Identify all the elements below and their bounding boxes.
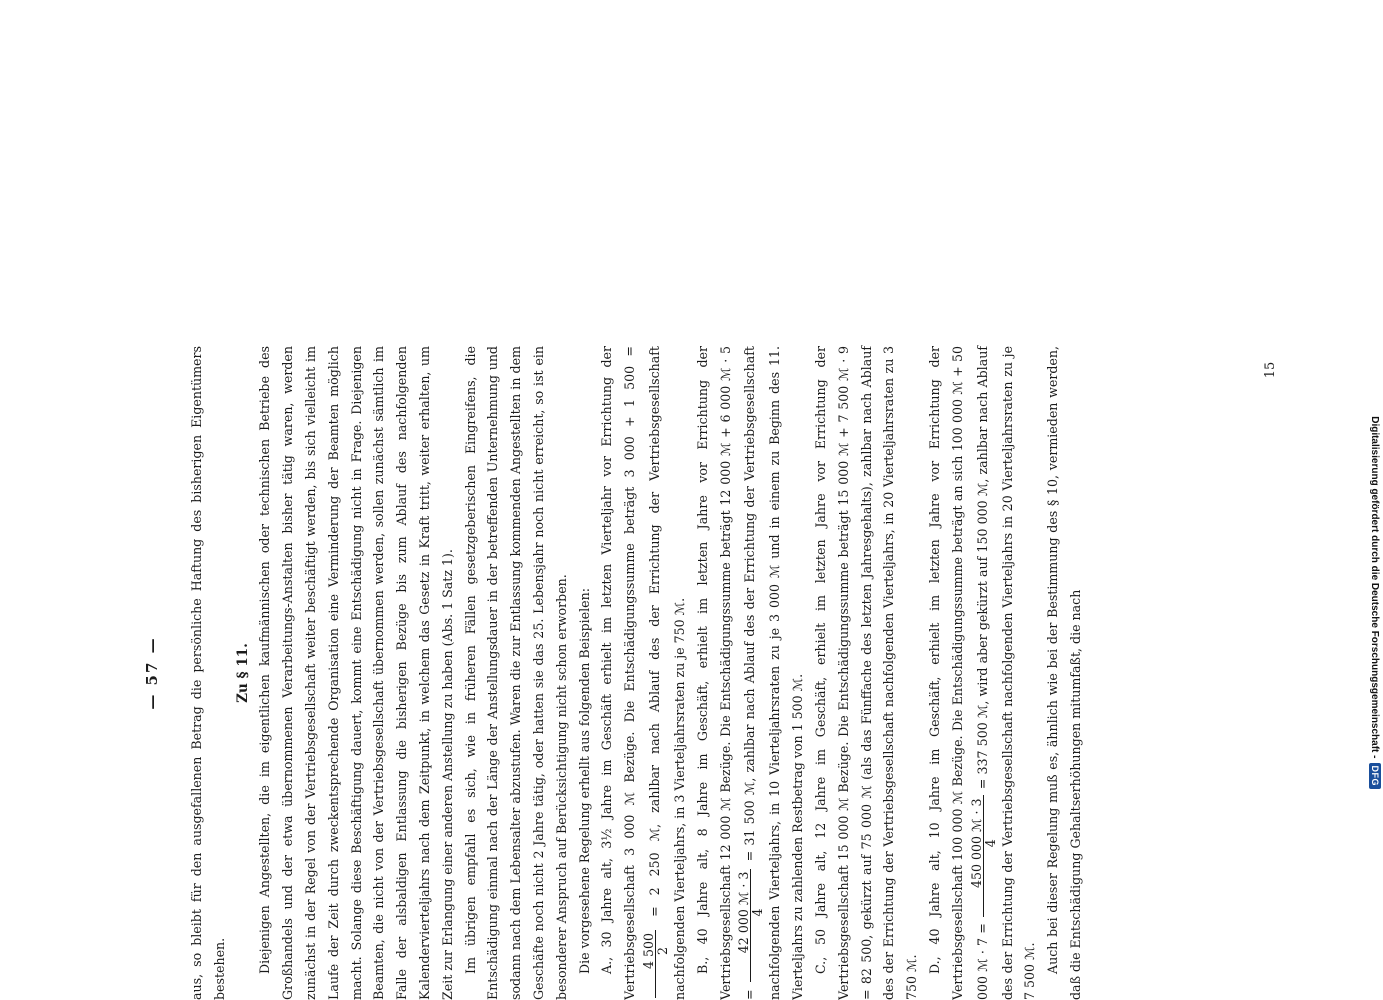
example-d-text: D., 40 Jahre alt, 10 Jahre im Geschäft, erhielt im letzten Jahre vor Errichtung der Vertriebsgesellschaft 100 000 ℳ Bezüge. Die Entschädigungssumme beträgt an sich 100 000 ℳ + 50 000 ℳ · 7 = [926, 346, 990, 1000]
example-d [924, 346, 1042, 1000]
example-a-text: A., 30 Jahre alt, 3½ Jahre im Geschäft erhielt im letzten Vierteljahr vor Errichtung der Vertriebsgesellschaft 3 000 ℳ Bezüge. Die Entschädigungssumme beträgt 3 000 + 1 500 = [599, 346, 638, 1000]
rotated-page [141, 346, 1278, 1000]
paragraph-closing: Auch bei dieser Regelung muß es, ähnlich wie bei der Bestimmung des § 10, vermieden werden, daß die Entschädigung Gehaltserhöhungen mitumfaßt, die nach [1045, 346, 1083, 1000]
page-content [141, 346, 1231, 1000]
example-b-text: B., 40 Jahre alt, 8 Jahre im Geschäft, erhielt im letzten Jahre vor Errichtung der Vertriebsgesellschaft 12 000 ℳ Bezüge. Die Entschädigungssumme beträgt 12 000 ℳ + 6 000 ℳ · 5 = [694, 346, 758, 1000]
digitization-credit [1364, 8, 1383, 789]
fraction-denominator: 4 [982, 839, 998, 848]
paragraph-examples-intro: Die vorgesehene Regelung erhellt aus folgenden Beispielen: [576, 588, 592, 974]
paragraph-employees: Diejenigen Angestellten, die im eigentlichen kaufmännischen oder technischen Betriebe des Großhandels und der etwa übernommenen Verarbeitungs-Anstalten bisher tätig waren, werden zunächst in der Regel von der Vertriebsgesellschaft weiter beschäftigt werden, bis sich vielleicht im Laufe der Zeit durch zweckentsprechende Organisation eine Verminderung der Beamten möglich macht. Solange diese Beschäftigung dauert, kommt eine Entschädigung nicht in Frage. Diejenigen Beamten, die nicht von der Vertriebsgesellschaft übernommen werden, sollen zunächst sämtlich im Falle der alsbaldigen Entlassung die bisherigen Bezüge bis zum Ablauf des nachfolgenden Kalendervierteljahrs nach dem Zeitpunkt, in welchem das Gesetz in Kraft tritt, weiter erhalten, um Zeit zur Erlangung einer anderen Anstellung zu haben (Abs. 1 Satz 1). [257, 346, 455, 1000]
example-d-result: = 337 500 ℳ, wird aber gekürzt auf 150 000 ℳ, zahlbar nach Ablauf des der Errichtung der Vertriebsgesellschaft nachfolgenden Vierteljahrs in 20 Vierteljahrsraten zu je 7 500 ℳ. [974, 346, 1038, 1000]
page-number: — 57 — [143, 636, 161, 710]
example-b-result: = 31 500 ℳ, zahlbar nach Ablauf des der Errichtung der Vertriebsgesellschaft nachfolgenden Vierteljahrs, in 10 Vierteljahrsraten zu je 3 000 ℳ und in einem zu Beginn des 11. Vierteljahrs zu zahlenden Restbetrag von 1 500 ℳ. [742, 346, 806, 1000]
dfg-logo: DFG [1369, 763, 1381, 790]
example-d-fraction [970, 795, 997, 917]
example-c: C., 50 Jahre alt, 12 Jahre im Geschäft, erhielt im letzten Jahre vor Errichtung der Vertriebsgesellschaft 15 000 ℳ Bezüge. Die Entschädigungssumme beträgt 15 000 ℳ + 7 500 ℳ · 9 = 82 500, gekürzt auf 75 000 ℳ (als das Fünffache des letzten Jahresgehalts), zahlbar nach Ablauf des der Errichtung der Vertriebsgesellschaft nachfolgenden Vierteljahrs, in 20 Vierteljahrsraten zu 3 750 ℳ. [812, 346, 920, 1000]
fraction-numerator: 42 000 ℳ · 3 [737, 869, 751, 983]
fraction-numerator: 450 000 ℳ · 3 [970, 795, 984, 917]
example-a [596, 346, 691, 1000]
example-a-result: = 2 250 ℳ, zahlbar nach Ablauf des der Errichtung der Vertriebsgesellschaft nachfolgenden Vierteljahrs, in 3 Vierteljahrsraten zu je 750 ℳ. [646, 346, 687, 1000]
example-b-fraction [737, 869, 764, 983]
intro-paragraph: aus, so bleibt für den ausgefallenen Betrag die persönliche Haftung des bisherigen Eigentümers bestehen. [189, 346, 227, 1000]
fraction-numerator: 4 500 [642, 930, 656, 998]
signature-mark: 15 [1263, 361, 1278, 379]
credit-text: Digitalisierung gefördert durch die Deutsche Forschungsgemeinschaft - [1369, 416, 1381, 759]
fraction-denominator: 2 [654, 946, 670, 955]
example-a-fraction [642, 930, 669, 998]
paragraph-compensation: Im übrigen empfahl es sich, wie in früheren Fällen gesetzgeberischen Eingreifens, die Entschädigung einmal nach der Länge der Anstellungsdauer in der betreffenden Unternehmung und sodann nach dem Lebensalter abzustufen. Waren die zur Entlassung kommenden Angestellten in dem Geschäfte noch nicht 2 Jahre tätig, oder hatten sie das 25. Lebensjahr noch nicht erreicht, so ist ein besonderer Anspruch auf Berücksichtigung nicht schon erworben. [462, 346, 569, 1000]
fraction-denominator: 4 [750, 908, 766, 917]
example-b [692, 346, 810, 1000]
section-heading: Zu § 11. [234, 643, 251, 703]
